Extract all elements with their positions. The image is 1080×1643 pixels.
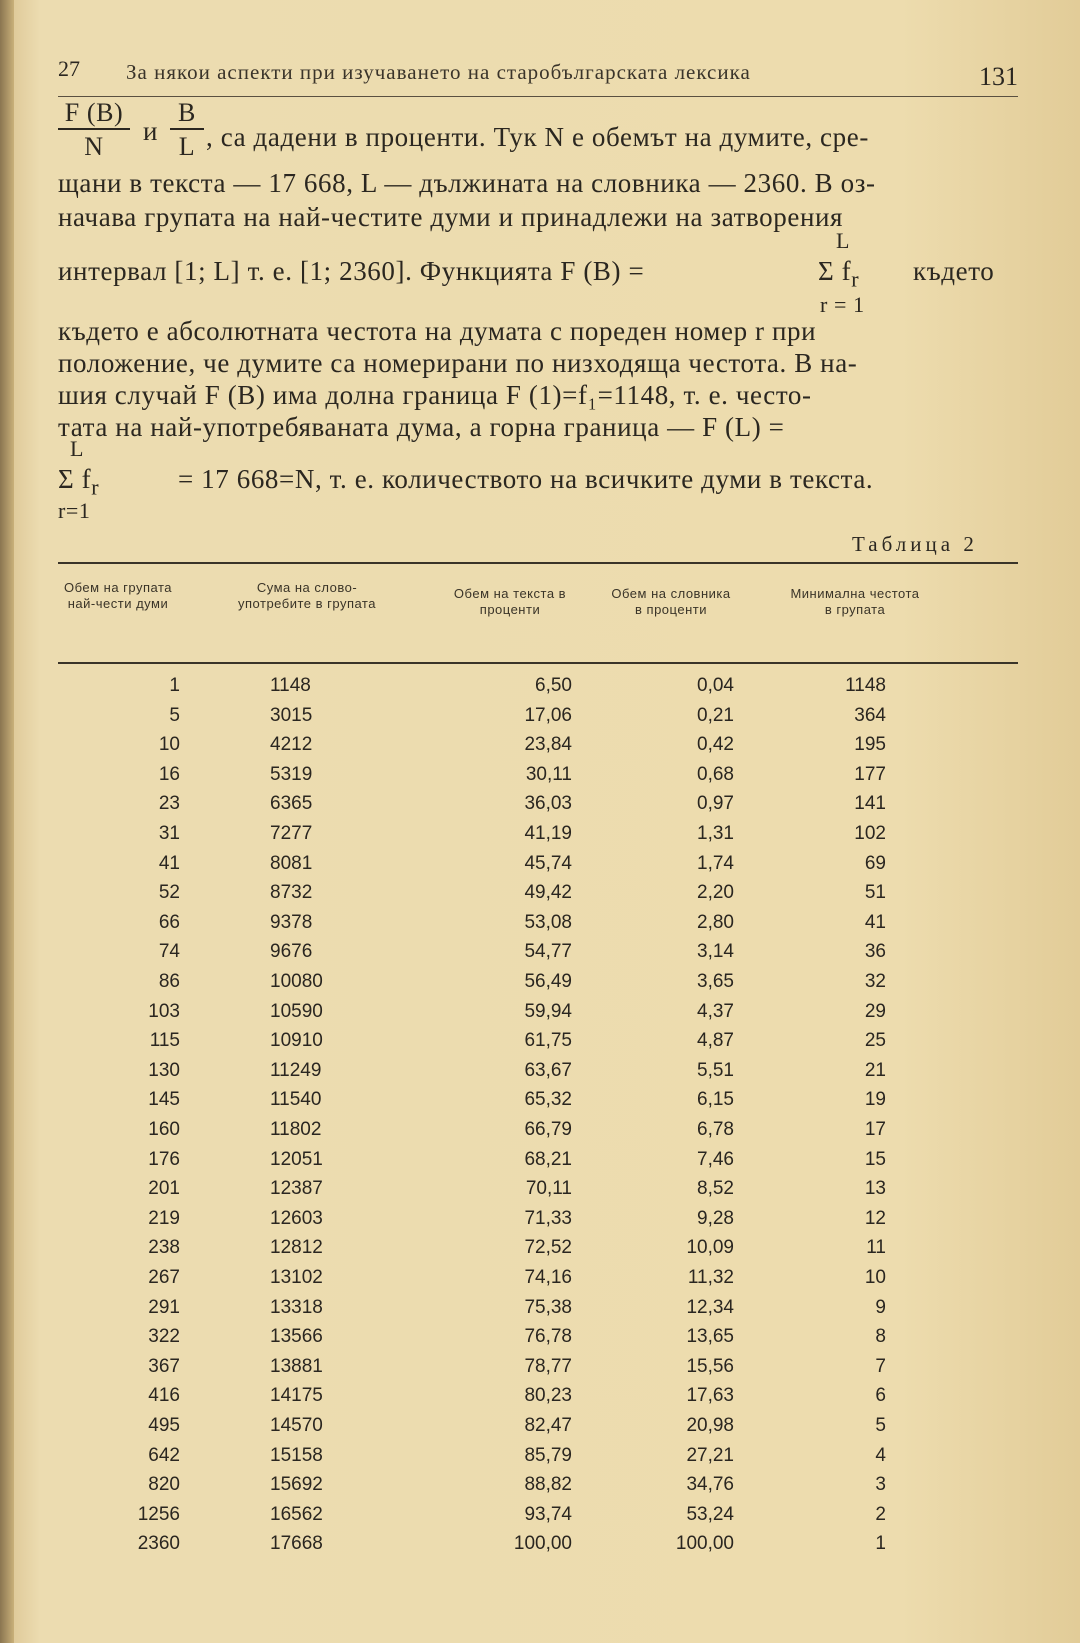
- cell-min-frequency: 7: [875, 1355, 886, 1377]
- cell-word-sum: 12812: [270, 1237, 323, 1259]
- cell-word-sum: 13566: [270, 1326, 323, 1348]
- table-row: [58, 1385, 1018, 1415]
- cell-word-sum: 11540: [270, 1089, 322, 1111]
- cell-text-percent: 88,82: [524, 1474, 572, 1496]
- cell-min-frequency: 1148: [845, 675, 886, 696]
- cell-word-sum: 13318: [270, 1296, 323, 1318]
- cell-text-percent: 63,67: [524, 1059, 572, 1081]
- cell-vocab-percent: 100,00: [675, 1533, 734, 1555]
- cell-group-size: 1: [169, 675, 180, 696]
- column-header-min-frequency: Минимална честота в групата: [790, 586, 920, 617]
- cell-text-percent: 17,06: [524, 704, 572, 726]
- cell-vocab-percent: 3,65: [697, 971, 734, 992]
- text-line-8: тата на най-употребяваната дума, а горна граница — F (L) =: [58, 412, 785, 442]
- cell-word-sum: 1148: [270, 675, 311, 696]
- cell-text-percent: 70,11: [525, 1178, 572, 1200]
- cell-text-percent: 80,23: [524, 1385, 572, 1407]
- cell-min-frequency: 9: [875, 1296, 886, 1318]
- cell-min-frequency: 141: [854, 793, 886, 815]
- table-row: [58, 1356, 1018, 1386]
- text-line-9: = 17 668=N, т. е. количеството на всичките думи в текста.: [178, 464, 874, 494]
- cell-text-percent: 75,38: [524, 1296, 572, 1318]
- cell-text-percent: 54,77: [524, 941, 572, 963]
- cell-text-percent: 66,79: [524, 1119, 572, 1140]
- table-row: [58, 1030, 1018, 1060]
- column-header-vocab-percent: Обем на словника в проценти: [611, 586, 731, 617]
- table-row: [58, 1297, 1018, 1327]
- cell-min-frequency: 51: [864, 882, 886, 904]
- cell-group-size: 642: [148, 1444, 180, 1466]
- cell-word-sum: 9676: [270, 941, 313, 963]
- cell-group-size: 267: [148, 1267, 180, 1288]
- table-row: [58, 734, 1018, 764]
- cell-vocab-percent: 4,87: [697, 1030, 734, 1052]
- table-row: [58, 1415, 1018, 1445]
- cell-text-percent: 65,32: [524, 1089, 572, 1111]
- cell-min-frequency: 177: [854, 763, 886, 785]
- cell-vocab-percent: 34,76: [686, 1474, 734, 1496]
- cell-word-sum: 12603: [270, 1207, 323, 1229]
- sum-1-sign: Σ $f_r$: [818, 256, 860, 292]
- table-row: [58, 941, 1018, 971]
- cell-word-sum: 8081: [270, 852, 313, 874]
- cell-text-percent: 68,21: [524, 1148, 572, 1170]
- text-line-4: интервал [1; L] т. е. [1; 2360]. Функцията F (B) =: [58, 256, 645, 286]
- cell-word-sum: 11802: [270, 1119, 322, 1140]
- table-row: [58, 853, 1018, 883]
- cell-min-frequency: 17: [864, 1119, 886, 1140]
- column-header-word-sum: Сума на слово-употребите в групата: [238, 580, 376, 611]
- cell-group-size: 31: [158, 823, 180, 844]
- cell-text-percent: 45,74: [524, 852, 572, 874]
- table-caption: Таблица 2: [852, 532, 978, 556]
- cell-word-sum: 10080: [270, 971, 323, 992]
- cell-min-frequency: 15: [864, 1148, 886, 1170]
- table-row: [58, 1504, 1018, 1534]
- cell-word-sum: 9378: [270, 911, 313, 933]
- cell-vocab-percent: 5,51: [697, 1059, 734, 1081]
- book-spine: [0, 0, 14, 1643]
- column-header-text-percent: Обем на текста в проценти: [453, 586, 567, 617]
- table-row: [58, 1208, 1018, 1238]
- cell-word-sum: 12387: [270, 1178, 323, 1200]
- sum-1-upper: L: [836, 228, 851, 253]
- cell-group-size: 16: [158, 763, 180, 785]
- cell-word-sum: 13102: [270, 1267, 323, 1288]
- cell-word-sum: 10910: [270, 1030, 323, 1052]
- cell-word-sum: 11249: [270, 1059, 322, 1081]
- cell-group-size: 52: [158, 882, 180, 904]
- cell-group-size: 367: [148, 1355, 180, 1377]
- table-row: [58, 1119, 1018, 1149]
- cell-group-size: 495: [148, 1415, 180, 1436]
- table-row: [58, 882, 1018, 912]
- cell-text-percent: 71,33: [524, 1207, 572, 1229]
- cell-text-percent: 53,08: [524, 911, 572, 933]
- table-row: [58, 1445, 1018, 1475]
- cell-group-size: 103: [148, 1000, 180, 1022]
- cell-group-size: 820: [148, 1474, 180, 1496]
- cell-word-sum: 17668: [270, 1533, 323, 1555]
- sum-2-upper: L: [70, 436, 85, 461]
- table-row: [58, 823, 1018, 853]
- cell-vocab-percent: 6,15: [697, 1089, 734, 1111]
- cell-text-percent: 6,50: [535, 675, 572, 696]
- cell-vocab-percent: 0,97: [697, 793, 734, 815]
- cell-min-frequency: 6: [875, 1385, 886, 1407]
- cell-vocab-percent: 8,52: [697, 1178, 734, 1200]
- running-header: [58, 50, 1018, 94]
- cell-group-size: 86: [158, 971, 180, 992]
- text-line-5: където е абсолютната честота на думата с пореден номер r при: [58, 316, 817, 346]
- cell-text-percent: 78,77: [524, 1355, 572, 1377]
- cell-min-frequency: 13: [864, 1178, 886, 1200]
- cell-vocab-percent: 1,31: [697, 823, 734, 844]
- cell-text-percent: 61,75: [524, 1030, 572, 1052]
- text-line-1: , са дадени в проценти. Тук N е обемът на думите, сре-: [206, 122, 869, 152]
- cell-vocab-percent: 0,68: [697, 763, 734, 785]
- cell-word-sum: 14570: [270, 1415, 323, 1436]
- cell-group-size: 130: [148, 1059, 180, 1081]
- table-row: [58, 1060, 1018, 1090]
- sum-2-sign: Σ $f_r$: [58, 464, 100, 500]
- table-row: [58, 912, 1018, 942]
- cell-text-percent: 30,11: [525, 763, 572, 785]
- table-row: [58, 971, 1018, 1001]
- cell-text-percent: 23,84: [524, 734, 572, 756]
- body-paragraph: [58, 96, 1020, 523]
- text-line-3: начава групата на най-честите думи и принадлежи на затворения: [58, 202, 844, 232]
- cell-min-frequency: 1: [875, 1533, 886, 1555]
- table-row: [58, 675, 1018, 705]
- sum-2-lower: r=1: [58, 498, 91, 523]
- cell-group-size: 416: [148, 1385, 180, 1407]
- cell-min-frequency: 36: [864, 941, 886, 963]
- table-row: [58, 705, 1018, 735]
- cell-group-size: 74: [158, 941, 180, 963]
- cell-min-frequency: 2: [875, 1503, 886, 1525]
- cell-word-sum: 4212: [270, 734, 313, 756]
- cell-vocab-percent: 10,09: [686, 1237, 734, 1259]
- cell-min-frequency: 12: [864, 1207, 886, 1229]
- cell-word-sum: 13881: [270, 1355, 323, 1377]
- cell-text-percent: 76,78: [524, 1326, 572, 1348]
- cell-vocab-percent: 6,78: [697, 1119, 734, 1140]
- cell-group-size: 41: [158, 852, 180, 874]
- cell-text-percent: 59,94: [524, 1000, 572, 1022]
- cell-text-percent: 49,42: [524, 882, 572, 904]
- cell-min-frequency: 32: [864, 971, 886, 992]
- cell-word-sum: 16562: [270, 1503, 323, 1525]
- cell-word-sum: 15158: [270, 1444, 323, 1466]
- cell-vocab-percent: 9,28: [697, 1207, 734, 1229]
- cell-word-sum: 7277: [270, 823, 313, 844]
- cell-word-sum: 14175: [270, 1385, 323, 1407]
- fraction-2-numerator: B: [178, 98, 196, 127]
- cell-vocab-percent: 2,20: [697, 882, 734, 904]
- text-line-7: шия случай F (B) има долна граница F (1)=f₁=1148, т. е. често-: [58, 380, 812, 410]
- cell-vocab-percent: 15,56: [686, 1355, 734, 1377]
- cell-word-sum: 8732: [270, 882, 313, 904]
- cell-text-percent: 41,19: [524, 823, 572, 844]
- page-number: 131: [979, 62, 1018, 91]
- cell-group-size: 10: [158, 734, 180, 756]
- sum-1-lower: r = 1: [820, 292, 865, 317]
- table-row: [58, 1237, 1018, 1267]
- cell-min-frequency: 195: [854, 734, 886, 756]
- cell-vocab-percent: 7,46: [697, 1148, 734, 1170]
- cell-vocab-percent: 0,21: [697, 704, 734, 726]
- table-row: [58, 1326, 1018, 1356]
- cell-min-frequency: 5: [875, 1415, 886, 1436]
- cell-group-size: 5: [169, 704, 180, 726]
- cell-min-frequency: 29: [864, 1000, 886, 1022]
- table-header-rule: [58, 662, 1018, 664]
- fraction-1-numerator: F (B): [64, 98, 124, 127]
- cell-text-percent: 100,00: [513, 1533, 572, 1555]
- cell-min-frequency: 21: [864, 1059, 886, 1081]
- cell-word-sum: 3015: [270, 704, 313, 726]
- cell-min-frequency: 25: [864, 1030, 886, 1052]
- cell-vocab-percent: 4,37: [697, 1000, 734, 1022]
- cell-text-percent: 56,49: [524, 971, 572, 992]
- cell-min-frequency: 3: [875, 1474, 886, 1496]
- cell-text-percent: 82,47: [524, 1415, 572, 1436]
- cell-word-sum: 5319: [270, 763, 313, 785]
- table-top-rule: [58, 562, 1018, 564]
- cell-min-frequency: 102: [854, 823, 886, 844]
- cell-vocab-percent: 12,34: [686, 1296, 734, 1318]
- cell-word-sum: 10590: [270, 1000, 323, 1022]
- cell-group-size: 291: [148, 1296, 180, 1318]
- text-line-4-end: където: [913, 256, 995, 286]
- cell-group-size: 176: [148, 1148, 180, 1170]
- cell-text-percent: 72,52: [524, 1237, 572, 1259]
- cell-vocab-percent: 27,21: [686, 1444, 734, 1466]
- table-row: [58, 1001, 1018, 1031]
- cell-vocab-percent: 11,32: [687, 1267, 734, 1288]
- cell-vocab-percent: 13,65: [686, 1326, 734, 1348]
- cell-min-frequency: 364: [854, 704, 886, 726]
- cell-min-frequency: 8: [875, 1326, 886, 1348]
- cell-text-percent: 74,16: [524, 1267, 572, 1288]
- cell-min-frequency: 19: [864, 1089, 886, 1111]
- table-row: [58, 793, 1018, 823]
- cell-group-size: 2360: [137, 1533, 180, 1555]
- cell-min-frequency: 69: [864, 852, 886, 874]
- cell-text-percent: 36,03: [524, 793, 572, 815]
- and-word: и: [143, 116, 159, 146]
- cell-min-frequency: 11: [866, 1237, 886, 1259]
- cell-text-percent: 93,74: [524, 1503, 572, 1525]
- cell-group-size: 238: [148, 1237, 180, 1259]
- text-line-6: положение, че думите са номерирани по низходяща честота. В на-: [58, 348, 858, 378]
- cell-vocab-percent: 17,63: [686, 1385, 734, 1407]
- table-row: [58, 1089, 1018, 1119]
- cell-vocab-percent: 0,42: [697, 734, 734, 756]
- cell-vocab-percent: 0,04: [697, 675, 734, 696]
- text-line-2: щани в текста — 17 668, L — дължината на словника — 2360. B оз-: [58, 168, 876, 198]
- cell-group-size: 219: [148, 1207, 180, 1229]
- cell-group-size: 160: [148, 1119, 180, 1140]
- table-row: [58, 1149, 1018, 1179]
- fraction-2-denominator: L: [178, 132, 196, 161]
- header-left-number: 27: [58, 56, 80, 81]
- cell-vocab-percent: 53,24: [686, 1503, 734, 1525]
- table-row: [58, 1533, 1018, 1563]
- header-title: За някои аспекти при изучаването на старобългарската лексика: [126, 60, 751, 84]
- cell-group-size: 201: [148, 1178, 180, 1200]
- cell-group-size: 66: [158, 911, 180, 933]
- cell-group-size: 23: [158, 793, 180, 815]
- cell-min-frequency: 41: [864, 911, 886, 933]
- cell-word-sum: 15692: [270, 1474, 323, 1496]
- cell-group-size: 145: [148, 1089, 180, 1111]
- cell-group-size: 1256: [137, 1503, 180, 1525]
- table-row: [58, 764, 1018, 794]
- cell-vocab-percent: 3,14: [697, 941, 734, 963]
- cell-min-frequency: 10: [864, 1267, 886, 1288]
- cell-vocab-percent: 2,80: [697, 911, 734, 933]
- cell-vocab-percent: 1,74: [697, 852, 734, 874]
- cell-word-sum: 12051: [270, 1148, 323, 1170]
- fraction-1-denominator: N: [84, 132, 104, 161]
- table-row: [58, 1178, 1018, 1208]
- cell-group-size: 322: [148, 1326, 180, 1348]
- cell-text-percent: 85,79: [524, 1444, 572, 1466]
- cell-vocab-percent: 20,98: [686, 1415, 734, 1436]
- cell-min-frequency: 4: [875, 1444, 886, 1466]
- cell-group-size: 115: [149, 1030, 180, 1052]
- table-row: [58, 1267, 1018, 1297]
- cell-word-sum: 6365: [270, 793, 313, 815]
- column-header-group-size: Обем на групата най-чести думи: [63, 580, 173, 611]
- table-row: [58, 1474, 1018, 1504]
